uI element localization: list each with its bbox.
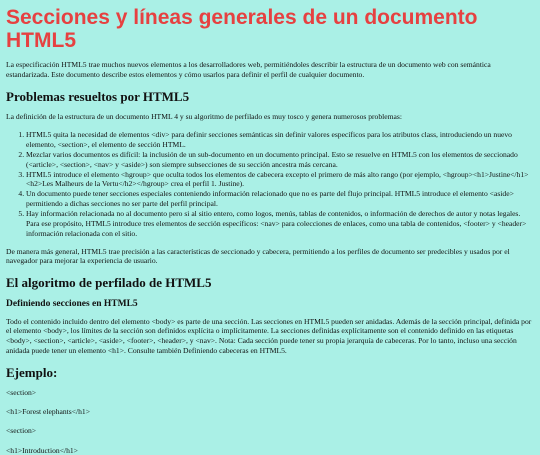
problems-list bbox=[6, 130, 534, 238]
section-heading-algorithm: El algoritmo de perfilado de HTML5 bbox=[6, 275, 212, 291]
page-title: Secciones y líneas generales de un documento HTML5 bbox=[6, 6, 478, 53]
example-code-line: <h1>Forest elephants</h1> bbox=[6, 407, 90, 417]
list-item: 2. Mezclar varios documentos es difícil: la inclusión de un sub-documento en un documento principal. Esto se resuelve en HTML5 con los elementos de seccionado (<article>, <section>, <nav> y <aside>) son siempre subsecciones de su sección ancestra más cercana. bbox=[26, 150, 534, 170]
list-item: 1. HTML5 quita la necesidad de elementos <div> para definir secciones semánticas sin definir valores específicos para los atributos class, introduciendo un nuevo elemento, <section>, el elemento de sección HTML. bbox=[26, 130, 534, 150]
list-item: 4. Un documento puede tener secciones especiales conteniendo información relacionado que no es parte del flujo principal. HTML5 introduce el elemento <aside> permitiendo a dichas secciones no ser parte del perfil principal. bbox=[26, 189, 534, 209]
problems-intro: La definición de la estructura de un documento HTML 4 y su algoritmo de perfilado es muy tosco y genera numerosos problemas: bbox=[6, 112, 402, 122]
list-item: 5. Hay información relacionada no al documento pero si al sitio entero, como logos, menús, tablas de contenidos, o información de derechos de autor y notas legales. Para ese propósito, HTML5 introduce tres elementos de sección específicos: <nav> para colecciones de enlaces, como una tabla de contenidos, <footer> y <header> información relacionada con el sitio. bbox=[26, 209, 534, 239]
example-code-line: <h1>Introduction</h1> bbox=[6, 445, 78, 455]
intro-paragraph: La especificación HTML5 trae muchos nuevos elementos a los desarrolladores web, permitiéndoles describir la estructura de un documento web con semántica estandarizada. Este documento describe estos elementos y cómo usarlos para definir el perfil de cualquier documento. bbox=[6, 60, 491, 80]
example-code-line: <section> bbox=[6, 426, 37, 436]
subheading-defining-sections: Definiendo secciones en HTML5 bbox=[6, 298, 138, 309]
list-item: 3. HTML5 introduce el elemento <hgroup> que oculta todos los elementos de cabecera excepto el primero de más alto rango (por ejemplo, <hgroup><h1>Justine</h1><h2>Les Malheurs de la Vertu</h2></hgroup> crea el perfil 1. Justine). bbox=[26, 170, 534, 190]
algorithm-body: Todo el contenido incluido dentro del elemento <body> es parte de una sección. Las secciones en HTML5 pueden ser anidadas. Además de la sección principal, definida por el elemento <body>, los límites de la sección son definidos explícita o implícitamente. La secciones definidas explícitamente son el contenido definido en las etiquetas <body>, <section>, <article>, <aside>, <footer>, <header>, y <nav>. Nota: Cada sección puede tener su propia jerarquía de cabeceras. Por lo tanto, incluso una sección anidada puede tener un elemento <h1>. Consulte también Definiendo cabeceras en HTML5. bbox=[6, 316, 532, 356]
example-code-line: <section> bbox=[6, 388, 37, 398]
problems-outro: De manera más general, HTML5 trae precisión a las características de seccionado y cabecera, permitiendo a los perfiles de documento ser predecibles y usados por el navegador para mejorar la experiencia de usuario. bbox=[6, 246, 510, 266]
section-heading-problems: Problemas resueltos por HTML5 bbox=[6, 88, 190, 104]
section-heading-example: Ejemplo: bbox=[6, 364, 58, 380]
